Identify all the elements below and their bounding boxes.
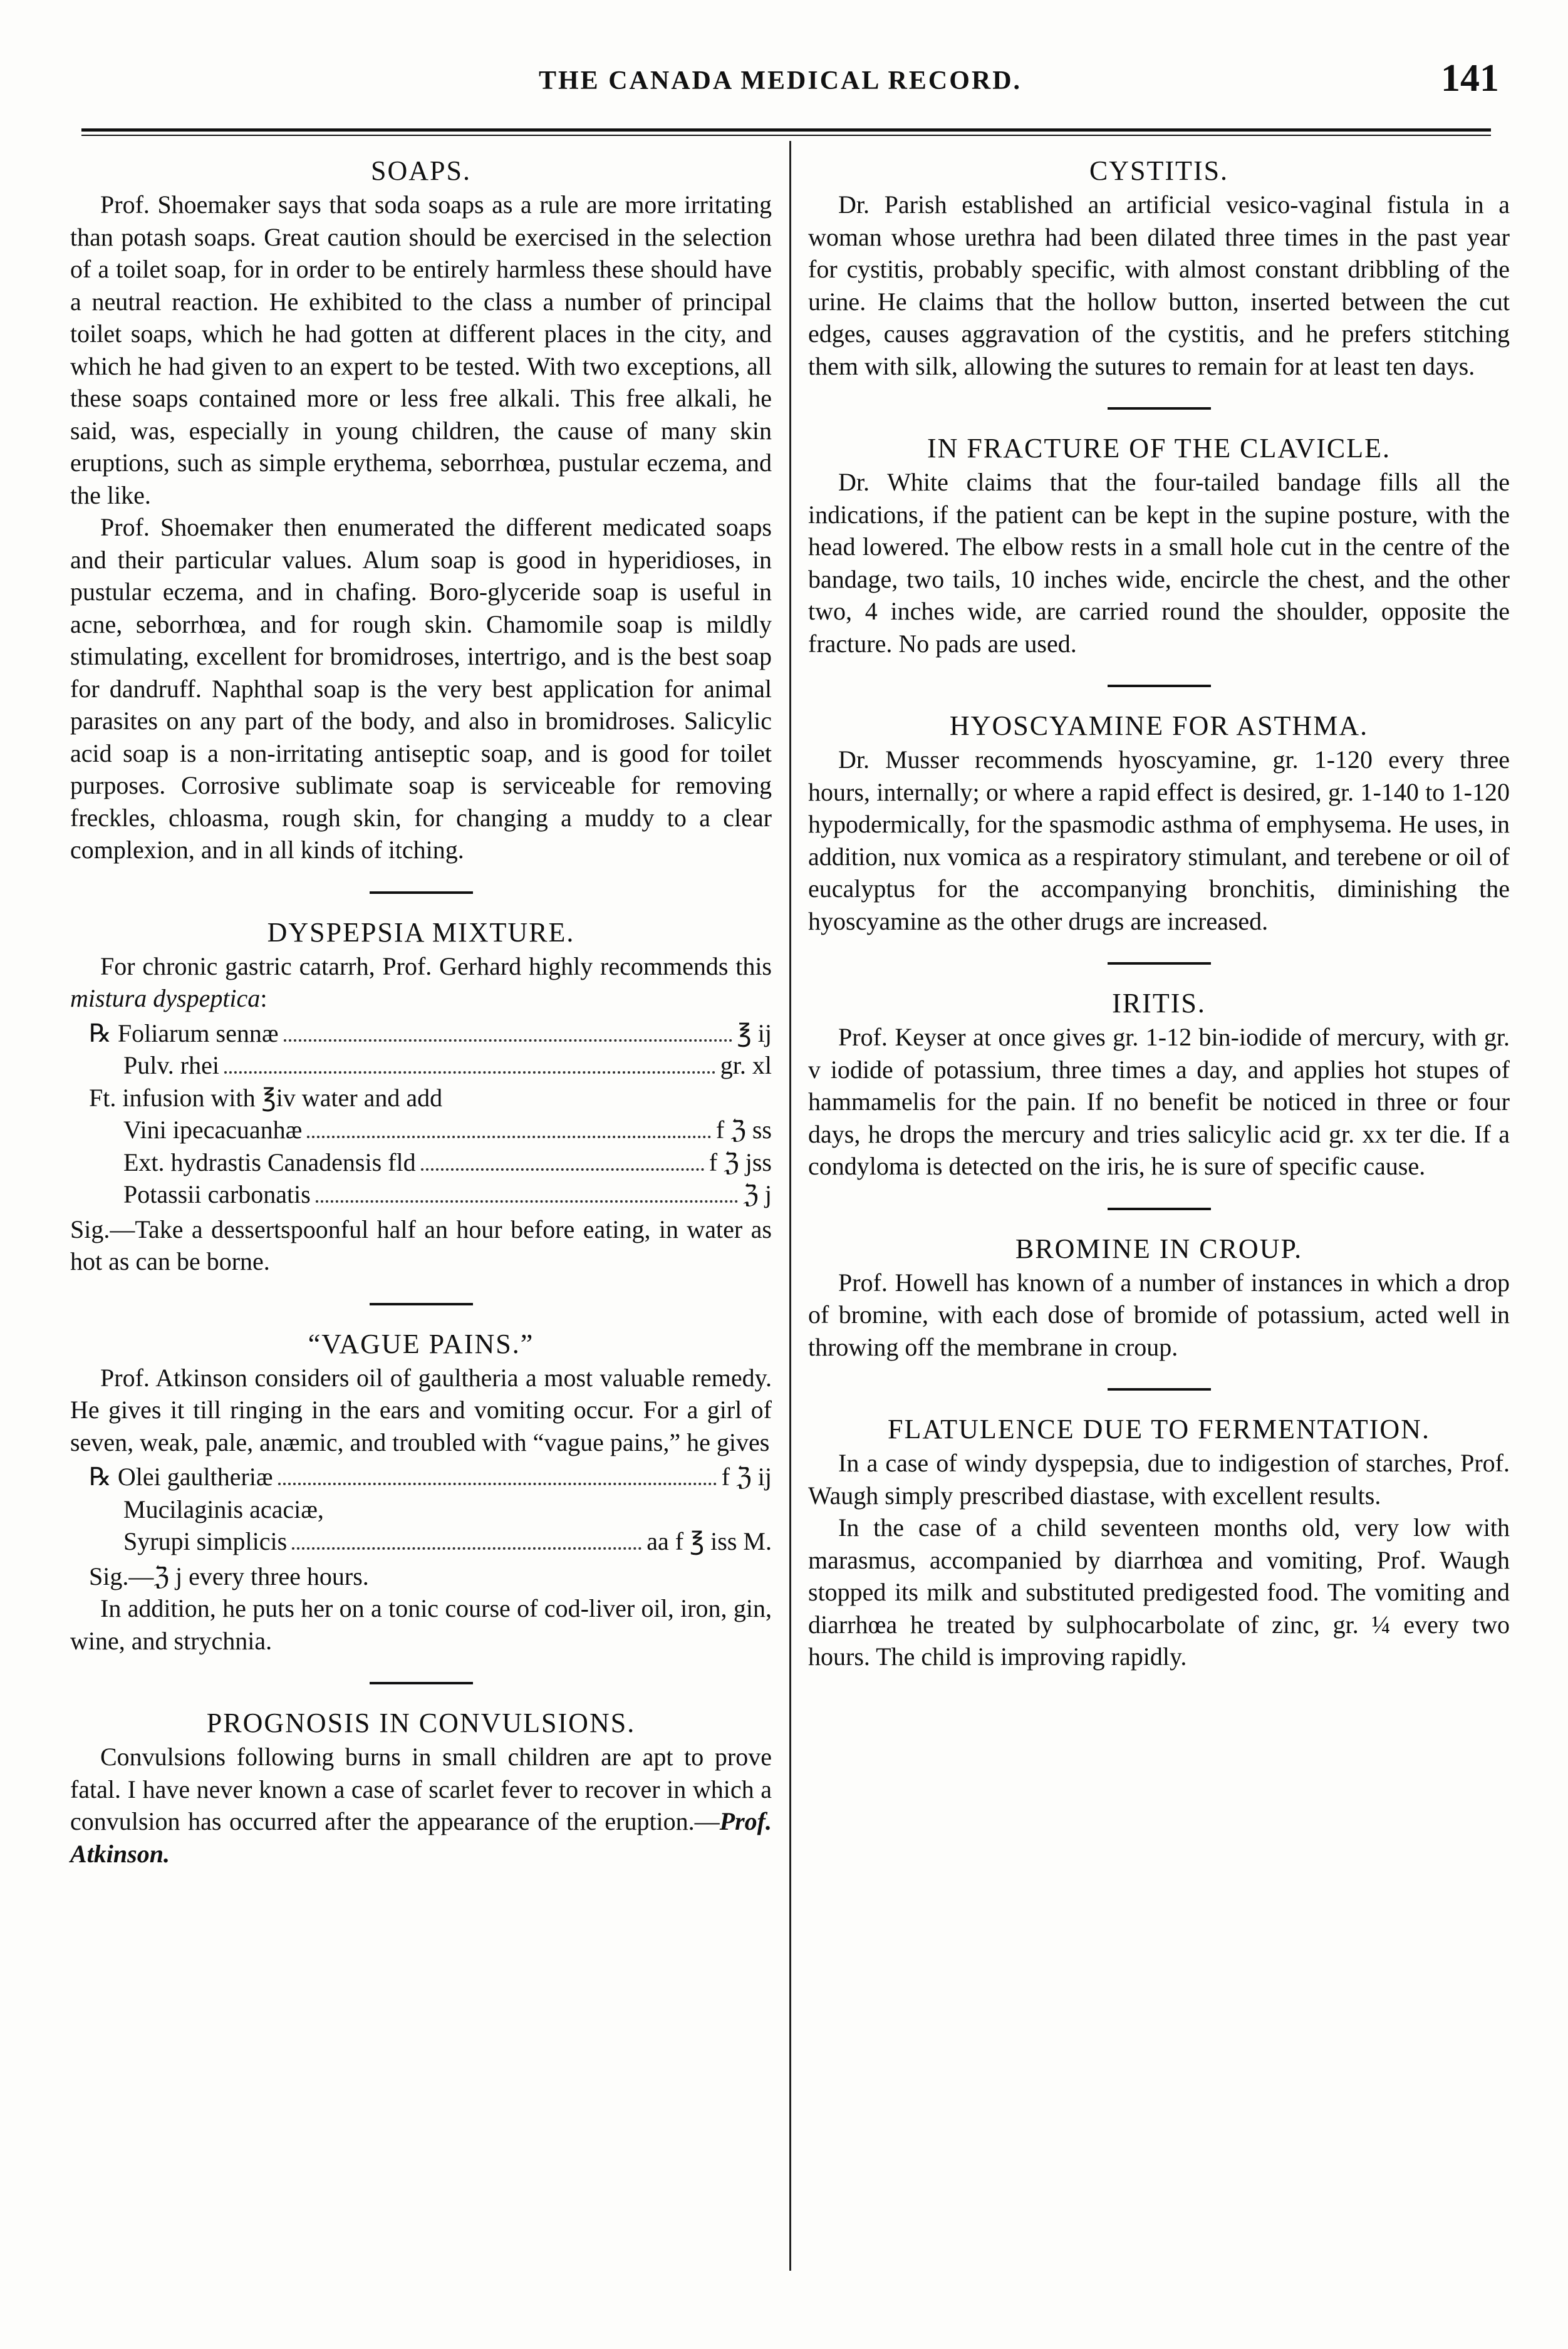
section-separator	[370, 1682, 473, 1684]
paragraph: Convulsions following burns in small children are apt to prove fatal. I have never known a case of scarlet fever to recover in which a convulsion has occurred after the appearance of the eruption.—Prof. Atkinson.	[70, 1743, 772, 1868]
article-prognosis-convulsions	[70, 1706, 772, 1870]
running-head: THE CANADA MEDICAL RECORD.	[539, 66, 1022, 95]
article-fracture-clavicle	[808, 431, 1510, 660]
section-separator	[1108, 407, 1211, 410]
article-title: “VAGUE PAINS.”	[308, 1328, 534, 1359]
paragraph: Dr. White claims that the four-tailed bandage fills all the indications, if the patient can be kept in the supine posture, with the head lowered. The elbow rests in a small hole cut in the centre of the bandage, two tails, 10 inches wide, encircle the chest, and the other two, 4 inches wide, are carried round the shoulder, opposite the fracture. No pads are used.	[808, 468, 1510, 658]
author-attribution: Prof. Atkinson.	[70, 1807, 772, 1868]
article-iritis	[808, 986, 1510, 1183]
article-title: IN FRACTURE OF THE CLAVICLE.	[927, 433, 1391, 464]
paragraph: For chronic gastric catarrh, Prof. Gerhard highly recommends this mistura dyspeptica:	[70, 952, 772, 1012]
article-vague-pains	[70, 1327, 772, 1657]
article-title: PROGNOSIS IN CONVULSIONS.	[206, 1708, 636, 1738]
signature-instructions: Sig.—ℨ j every three hours.	[89, 1562, 369, 1590]
article-bromine-croup	[808, 1232, 1510, 1364]
article-cystitis	[808, 153, 1510, 382]
article-title: IRITIS.	[1112, 988, 1206, 1019]
prescription-line: Ext. hydrastis Canadensis fld f ℨ jss	[123, 1148, 772, 1176]
header-rule	[81, 128, 1491, 132]
right-column	[808, 153, 1510, 1673]
prescription	[70, 1461, 772, 1558]
section-separator	[370, 891, 473, 894]
prescription-line: Pulv. rhei gr. xl	[123, 1051, 772, 1079]
left-column	[70, 153, 772, 1870]
signature-instructions: Sig.—Take a dessertspoonful half an hour before eating, in water as hot as can be borne.	[70, 1215, 772, 1275]
section-separator	[1108, 685, 1211, 687]
section-separator	[1108, 962, 1211, 965]
prescription-line: Vini ipecacuanhæ f ℨ ss	[123, 1116, 772, 1144]
paragraph: Prof. Atkinson considers oil of gaultheria a most valuable remedy. He gives it till ringing in the ears and vomiting occur. For a girl of seven, weak, pale, anæmic, and troubled with “vague pains,” he gives	[70, 1363, 772, 1456]
paragraph: Dr. Parish established an artificial vesico-vaginal fistula in a woman whose urethra had been dilated three times in the past year for cystitis, probably specific, with almost constant dribbling of the urine. He claims that the hollow button, inserted between the cut edges, causes aggravation of the cystitis, and he prefers stitching them with silk, allowing the sutures to remain for at least ten days.	[808, 190, 1510, 380]
page-header	[0, 0, 1568, 138]
prescription-line: Potassii carbonatis ℨ j	[123, 1180, 772, 1208]
article-dyspepsia-mixture	[70, 915, 772, 1278]
column-divider	[789, 141, 791, 2271]
article-title: SOAPS.	[371, 155, 471, 186]
article-title: BROMINE IN CROUP.	[1015, 1233, 1303, 1264]
prescription-line: Mucilaginis acaciæ,	[123, 1495, 324, 1523]
prescription-line: Ft. infusion with ℥iv water and add	[89, 1083, 443, 1112]
paragraph: Dr. Musser recommends hyoscyamine, gr. 1-120 every three hours, internally; or where a rapid effect is desired, gr. 1-140 to 1-120 hypodermically, for the spasmodic asthma of emphysema. He uses, in addition, nux vomica as a respiratory stimulant, and terebene or oil of eucalyptus for the accompanying bronchitis, diminishing the hyoscyamine as the other drugs are increased.	[808, 745, 1510, 935]
page-number: 141	[1441, 57, 1499, 100]
prescription-line: ℞ Foliarum sennæ ℥ ij	[89, 1019, 772, 1047]
prescription	[70, 1017, 772, 1211]
paragraph: Prof. Keyser at once gives gr. 1-12 bin-iodide of mercury, with gr. v iodide of potassium, three times a day, and applies hot stupes of hammamelis for the pain. If no benefit be noticed in three or four days, he drops the mercury and tries salicylic acid gr. xx ter die. If a condyloma is detected on the iris, he is sure of specific cause.	[808, 1023, 1510, 1180]
article-hyoscyamine-asthma	[808, 708, 1510, 937]
article-title: CYSTITIS.	[1089, 155, 1229, 186]
header-rule-thin	[81, 135, 1491, 136]
section-separator	[370, 1303, 473, 1305]
prescription-line: ℞ Olei gaultheriæ f ℨ ij	[89, 1463, 772, 1491]
section-separator	[1108, 1388, 1211, 1391]
paragraph: Prof. Shoemaker says that soda soaps as a rule are more irritating than potash soaps. Great caution should be exercised in the selection of a toilet soap, for in order to be entirely harmless these should have a neutral reaction. He exhibited to the class a number of principal toilet soaps, which he had gotten at different places in the city, and which he had given to an expert to be tested. With two exceptions, all these soaps contained more or less free alkali. This free alkali, he said, was, especially in young children, the cause of many skin eruptions, such as simple erythema, seborrhœa, pustular eczema, and the like.	[70, 190, 772, 509]
article-title: FLATULENCE DUE TO FERMENTATION.	[888, 1414, 1430, 1444]
article-title: DYSPEPSIA MIXTURE.	[267, 916, 575, 948]
paragraph: Prof. Shoemaker then enumerated the different medicated soaps and their particular values. Alum soap is good in hyperidioses, in pustular eczema, and in chafing. Boro-glyceride soap is useful in acne, seborrhœa, and for rough skin. Chamomile soap is mildly stimulating, excellent for bromidroses, intertrigo, and is the best soap for dandruff. Naphthal soap is the very best application for animal parasites on any part of the body, and also in bromidroses. Salicylic acid soap is a non-irritating antiseptic soap, and is good for toilet purposes. Corrosive sublimate soap is serviceable for removing freckles, chloasma, rough skin, for changing a muddy to a clear complexion, and in all kinds of itching.	[70, 513, 772, 864]
paragraph: In the case of a child seventeen months old, very low with marasmus, accompanied by diarrhœa and vomiting, Prof. Waugh stopped its milk and substituted predigested food. The vomiting and diarrhœa he treated by sulphocarbolate of zinc, gr. ¼ every two hours. The child is improving rapidly.	[808, 1513, 1510, 1671]
paragraph: In a case of windy dyspepsia, due to indigestion of starches, Prof. Waugh simply prescribed diastase, with excellent results.	[808, 1449, 1510, 1510]
paragraph: In addition, he puts her on a tonic course of cod-liver oil, iron, gin, wine, and strychnia.	[70, 1594, 772, 1655]
article-title: HYOSCYAMINE FOR ASTHMA.	[949, 710, 1369, 741]
italic-term: mistura dyspeptica	[70, 984, 261, 1012]
article-flatulence-fermentation	[808, 1412, 1510, 1673]
paragraph: Prof. Howell has known of a number of instances in which a drop of bromine, with each dose of bromide of potassium, acted well in throwing off the membrane in croup.	[808, 1268, 1510, 1361]
section-separator	[1108, 1208, 1211, 1210]
article-soaps	[70, 153, 772, 866]
prescription-line: Syrupi simplicis aa f ℥ iss M.	[123, 1527, 772, 1555]
